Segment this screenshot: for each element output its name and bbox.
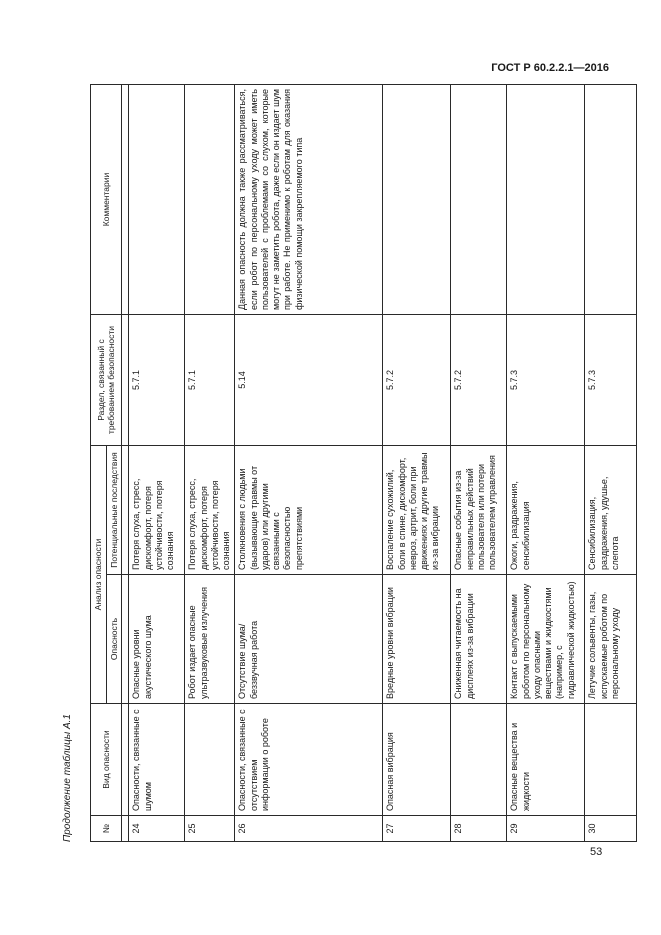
table-row	[129, 85, 185, 842]
col-consequences-header: Потенциальные последствия	[106, 446, 122, 575]
row-comments	[129, 85, 185, 315]
row-num: 24	[129, 816, 185, 842]
header-spacer-row	[122, 85, 129, 842]
col-analysis-header: Анализ опасности	[91, 446, 107, 704]
table-row	[235, 85, 383, 842]
hazard-table	[90, 84, 637, 842]
row-hazard: Летучие сольвенты, газы, испускаемые роботом по персональному уходу	[585, 575, 637, 704]
col-hazard-type-header: Вид опасности	[91, 704, 122, 816]
page-number: 53	[590, 846, 603, 858]
row-hazard: Опасные уровни акустического шума	[129, 575, 185, 704]
row-comments	[507, 85, 585, 315]
row-type: Опасности, связанные с отсутствием информации о роботе	[235, 704, 383, 816]
row-type: Опасные вещества и жидкости	[507, 704, 585, 816]
row-num: 26	[235, 816, 383, 842]
row-consequences: Опасные события из-за неправильных действий пользователя или потери пользователем управления	[451, 446, 507, 575]
row-consequences: Потеря слуха, стресс, дискомфорт, потеря устойчивости, потеря сознания	[185, 446, 235, 575]
row-num: 29	[507, 816, 585, 842]
standard-code: ГОСТ Р 60.2.2.1—2016	[491, 62, 609, 74]
row-type	[585, 704, 637, 816]
row-section: 5.7.2	[383, 315, 451, 446]
row-comments: Данная опасность должна также рассматриваться, если робот по персональному уходу может иметь пользователей с проблемами со слухом, которые могут не заметить робота, даже если он издает шум при работе. Не применимо к роботам для оказания физической помощи закрепляемого типа	[235, 85, 383, 315]
row-section: 5.14	[235, 315, 383, 446]
col-comments-header: Комментарии	[91, 85, 122, 315]
row-hazard: Робот издает опасные ультразвуковые излучения	[185, 575, 235, 704]
row-consequences: Сенсибилизация, раздражения, удушье, слепота	[585, 446, 637, 575]
rotated-table-page	[62, 85, 620, 842]
row-hazard: Сниженная читаемость на дисплеях из-за вибрации	[451, 575, 507, 704]
table-row	[451, 85, 507, 842]
table-row	[507, 85, 585, 842]
col-section-header: Раздел, связанный с требованием безопасности	[91, 315, 122, 446]
table-row	[185, 85, 235, 842]
row-hazard: Контакт с выпускаемыми роботом по персональному уходу опасными веществами и жидкостями (например, с гидравлической жидкостью)	[507, 575, 585, 704]
row-comments	[185, 85, 235, 315]
row-consequences: Потеря слуха, стресс, дискомфорт, потеря устойчивости, потеря сознания	[129, 446, 185, 575]
row-section: 5.7.1	[185, 315, 235, 446]
row-comments	[451, 85, 507, 315]
row-type	[185, 704, 235, 816]
row-section: 5.7.3	[507, 315, 585, 446]
table-caption: Продолжение таблицы А.1	[62, 714, 73, 842]
table-row	[383, 85, 451, 842]
row-hazard: Вредные уровни вибрации	[383, 575, 451, 704]
row-num: 28	[451, 816, 507, 842]
row-num: 27	[383, 816, 451, 842]
row-comments	[383, 85, 451, 315]
row-type	[451, 704, 507, 816]
row-num: 30	[585, 816, 637, 842]
row-section: 5.7.1	[129, 315, 185, 446]
row-num: 25	[185, 816, 235, 842]
row-section: 5.7.3	[585, 315, 637, 446]
row-type: Опасная вибрация	[383, 704, 451, 816]
row-type: Опасности, связанные с шумом	[129, 704, 185, 816]
row-hazard: Отсутствие шума/беззвучная работа	[235, 575, 383, 704]
row-section: 5.7.2	[451, 315, 507, 446]
col-hazard-header: Опасность	[106, 575, 122, 704]
col-num-header: №	[91, 816, 122, 842]
row-consequences: Ожоги, раздражения, сенсибилизация	[507, 446, 585, 575]
row-consequences: Воспаление сухожилий, боли в спине, дискомфорт, невроз, артрит, боли при движениях и другие травмы из-за вибрации	[383, 446, 451, 575]
row-comments	[585, 85, 637, 315]
table-row	[585, 85, 637, 842]
row-consequences: Столкновения с людьми (вызывающие травмы от ударов) или другими связанными с безопасностью препятствиями	[235, 446, 383, 575]
